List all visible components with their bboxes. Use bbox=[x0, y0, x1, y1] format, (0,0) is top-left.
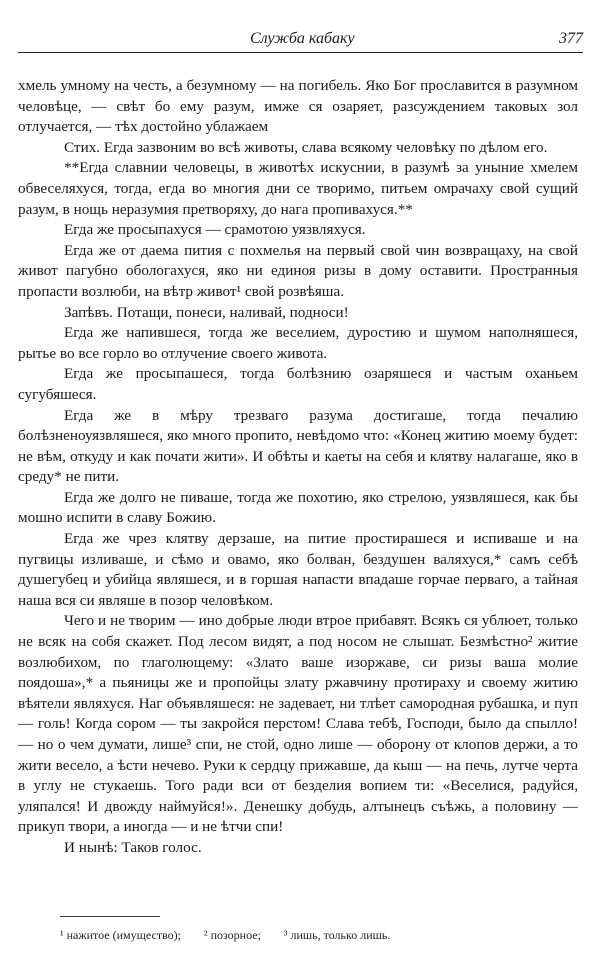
paragraph: Егда же просыпахуся — срамотою уязвляхуся. bbox=[64, 221, 366, 239]
footnote-rule bbox=[60, 916, 160, 917]
paragraph: хмель умному на честь, а безумному — на погибель. Яко Бог прославится в разумном человѣце, — свѣт бо ему разум, имже ся озаряет, разсуждением таковых зол отлучается, — тѣх достойно ублажаем bbox=[18, 77, 578, 136]
paragraph: Запѣвъ. Потащи, понеси, наливай, подноси! bbox=[64, 303, 349, 321]
paragraph: И нынѣ: Таков голос. bbox=[64, 838, 202, 856]
page-number: 377 bbox=[559, 30, 583, 47]
footnote-2: ² позорное; bbox=[203, 928, 261, 942]
paragraph: Егда же напившеся, тогда же веселием, дуростию и шумом наполняшеся, рытье во все горло во отлучение своего живота. bbox=[18, 324, 578, 362]
footnote-3: ³ лишь, только лишь. bbox=[283, 928, 391, 942]
main-text bbox=[18, 76, 578, 859]
paragraph: Егда же чрез клятву дерзаше, на питие простирашеся и испиваше и на пугвицы изливаше, и сѣмо и овамо, яко болван, бездушен валяхуся,* самъ себѣ душегубец и убийца являшеся, и в горшая напасти впадаше горчае перваго, а тайная наша вся си являше в позор человѣком. bbox=[18, 530, 578, 609]
footnotes bbox=[60, 928, 410, 943]
paragraph: Егда же долго не пиваше, тогда же похотию, яко стрелою, уязвляшеся, как бы мошно испити в славу Божию. bbox=[18, 488, 578, 527]
running-title: Служба кабаку bbox=[250, 30, 355, 47]
paragraph: Егда же просыпашеся, тогда болѣзнию озаряшеся и частым оханьем сугубяшеся. bbox=[18, 365, 578, 403]
running-header bbox=[18, 30, 583, 52]
footnote-1: ¹ нажитое (имущество); bbox=[60, 928, 181, 942]
paragraph: Стих. Егда зазвоним во всѣ животы, слава всякому человѣку по дѣлом его. bbox=[64, 138, 548, 156]
header-rule bbox=[18, 52, 583, 53]
paragraph: Чего и не творим — ино добрые люди втрое прибавят. Всякъ ся ублюет, только не всяк на собя скажет. Под лесом видят, а под носом не слышат. Безмѣстно² житие возлюбихом, по глаголющему: «Злато ваше изоржаве, си ризы ваша молие поядоша»,* а пьяницы же и пропойцы злату ржавчину протираху и своему житию вѣятели являхуся. Наг объявляшеся: не задевает, ни тлѣет самородная рубашка, и пуп — голь! Когда сором — ты закройся перстом! Слава тебѣ, Господи, было да спылло! — но о чем думати, лише³ спи, не стой, одно лише — оборону от клопов держи, а то жити весело, а ѣсти нечево. Руки к сердцу прижавше, да кыш — на печь, лутче черта в углу не стукаешь. Того ради вси от безделия вопием ти: «Веселися, радуйся, уляпался! И двожду наймуйся!». Денешку добудь, алтынецъ съѣжь, а половину — прикуп твори, а иногда — и не ѣтчи спи! bbox=[18, 612, 578, 836]
paragraph: Егда же в мѣру трезваго разума достигаше, тогда печалию болѣзненоуязвляшеся, яко много пропито, невѣдомо что: «Конец житию моему будет: не вѣм, откуду и как почати жити». И обѣты и каеты на себя и клятву налагаше, яко в среду* не пити. bbox=[18, 406, 578, 486]
paragraph: **Егда славнии человецы, в животѣх искуснии, в разумѣ за уныние хмелем обвеселяхуся, тогда, егда во многия дни се творимо, питьем омрачаху свой сущий разум, в нощь неразумия претворяху, до нага пропивахуся.** bbox=[18, 159, 578, 218]
paragraph: Егда же от даема пития с похмелья на первый свой чин возвращаху, на свой живот пагубно обологахуся, яко ни единоя ризы в дому оставити. Пространныя пропасти возлюби, на вѣтр живот¹ свой розвѣяша. bbox=[18, 241, 578, 300]
